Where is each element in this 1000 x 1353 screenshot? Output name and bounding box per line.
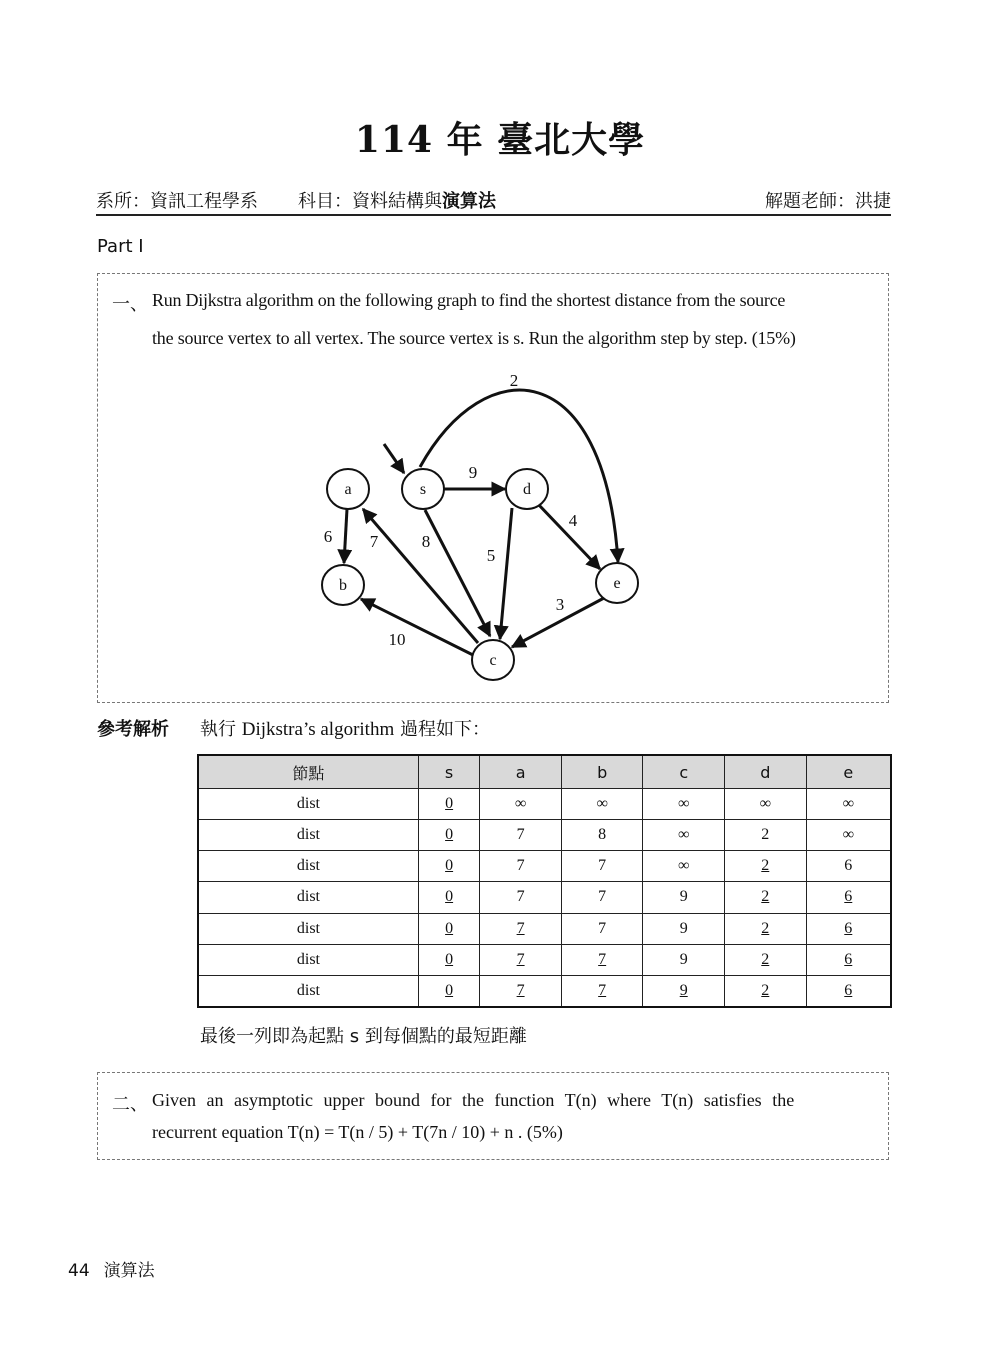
dist-cell: 2 — [725, 820, 807, 851]
dist-cell: ∞ — [725, 789, 807, 820]
edge-weight-label: 4 — [568, 511, 578, 530]
edge-a-b — [344, 509, 347, 563]
node-label: s — [419, 481, 427, 498]
dist-cell: 7 — [480, 975, 562, 1007]
dist-cell: 0 — [418, 975, 479, 1007]
dist-cell: 7 — [480, 944, 562, 975]
header-cell-c: c — [643, 755, 725, 789]
question-1-line-2: the source vertex to all vertex. The source vertex is s. Run the algorithm step by step. (15%) — [152, 328, 796, 348]
teacher-label: 解題老師：洪捷 — [765, 191, 891, 212]
page-number: 44 — [68, 1261, 90, 1281]
dist-cell: ∞ — [480, 789, 562, 820]
page-title: 114 年 臺北大學 — [354, 119, 646, 161]
dist-cell: 9 — [643, 913, 725, 944]
row-label-cell: dist — [198, 975, 418, 1007]
question-2-box — [97, 1072, 889, 1160]
dijkstra-table — [197, 754, 892, 1008]
answer-intro-prefix: 執行 — [200, 719, 242, 740]
edge-weight-label: 2 — [509, 371, 519, 390]
subject-bold: 演算法 — [442, 191, 496, 212]
edge-weight-label: 8 — [421, 532, 431, 551]
subject-label — [298, 187, 496, 213]
header-cell-b: b — [561, 755, 643, 789]
dist-cell: 7 — [480, 851, 562, 882]
table-row — [198, 882, 891, 913]
edge-weight-label: 7 — [369, 532, 379, 551]
dist-cell: 9 — [643, 944, 725, 975]
table-row — [198, 789, 891, 820]
dist-cell: 7 — [561, 944, 643, 975]
table-body — [198, 789, 891, 1008]
question-1-number: 一、 — [112, 294, 148, 315]
edge-weight-label: 10 — [388, 630, 406, 649]
row-label-cell: dist — [198, 851, 418, 882]
dist-cell: ∞ — [561, 789, 643, 820]
row-label-cell: dist — [198, 913, 418, 944]
header-cell-s: s — [418, 755, 479, 789]
node-label: a — [344, 481, 352, 498]
node-label: d — [523, 481, 531, 498]
table-row — [198, 944, 891, 975]
dist-cell: 6 — [806, 882, 891, 913]
dist-cell: 7 — [480, 913, 562, 944]
dist-cell: 2 — [725, 882, 807, 913]
table-row — [198, 913, 891, 944]
conclusion-text: 最後一列即為起點 s 到每個點的最短距離 — [200, 1026, 527, 1047]
edge-weight-label: 9 — [468, 463, 478, 482]
dist-cell: ∞ — [806, 820, 891, 851]
dist-cell: ∞ — [643, 851, 725, 882]
dist-cell: 0 — [418, 820, 479, 851]
dist-cell: 7 — [561, 882, 643, 913]
answer-intro-algorithm: Dijkstra’s algorithm — [241, 719, 395, 740]
dist-cell: 6 — [806, 975, 891, 1007]
dist-cell: 0 — [418, 944, 479, 975]
header-cell-a: a — [480, 755, 562, 789]
row-label-cell: dist — [198, 820, 418, 851]
dist-cell: 2 — [725, 851, 807, 882]
table-row — [198, 820, 891, 851]
dist-cell: 2 — [725, 975, 807, 1007]
row-label-cell: dist — [198, 882, 418, 913]
book-title: 演算法 — [103, 1261, 155, 1281]
dist-cell: ∞ — [643, 789, 725, 820]
question-2-line-1: Given an asymptotic upper bound for the function T(n) where T(n) satisfies the — [152, 1090, 795, 1110]
dist-cell: 8 — [561, 820, 643, 851]
node-label: c — [489, 652, 497, 669]
edge-d-c — [500, 508, 512, 639]
table-row — [198, 851, 891, 882]
dist-cell: 7 — [561, 975, 643, 1007]
part-label: Part I — [97, 236, 144, 257]
source-pointer-arrow — [384, 444, 404, 473]
table-row — [198, 975, 891, 1007]
dist-cell: 7 — [561, 913, 643, 944]
dist-cell: 6 — [806, 851, 891, 882]
dist-cell: 7 — [480, 820, 562, 851]
department-label: 系所：資訊工程學系 — [96, 191, 258, 212]
row-label-cell: dist — [198, 944, 418, 975]
node-label: b — [339, 577, 347, 594]
dist-cell: 2 — [725, 913, 807, 944]
dist-cell: 9 — [643, 975, 725, 1007]
dist-cell: 7 — [561, 851, 643, 882]
dist-cell: 2 — [725, 944, 807, 975]
edge-c-a — [363, 509, 478, 643]
table-header-row — [198, 755, 891, 789]
question-2-line-2: recurrent equation T(n) = T(n / 5) + T(7n / 10) + n . (5%) — [152, 1122, 563, 1142]
question-1-line-1: Run Dijkstra algorithm on the following graph to find the shortest distance from the source — [152, 290, 786, 310]
page-footer — [68, 1256, 155, 1281]
edge-c-b — [361, 599, 473, 655]
dist-cell: 6 — [806, 913, 891, 944]
answer-label: 參考解析 — [97, 719, 169, 740]
answer-intro — [200, 715, 490, 741]
edge-weight-label: 6 — [323, 527, 333, 546]
header-cell-e: e — [806, 755, 891, 789]
edge-weight-label: 5 — [486, 546, 496, 565]
node-label: e — [613, 575, 621, 592]
exam-info-bar — [96, 184, 891, 216]
dist-cell: 0 — [418, 789, 479, 820]
answer-intro-suffix: 過程如下： — [394, 719, 490, 740]
dist-cell: ∞ — [643, 820, 725, 851]
row-label-cell: dist — [198, 789, 418, 820]
dist-cell: 0 — [418, 851, 479, 882]
dist-cell: 9 — [643, 882, 725, 913]
header-cell-d: d — [725, 755, 807, 789]
header-cell-node: 節點 — [198, 755, 418, 789]
directed-graph — [300, 360, 660, 690]
dist-cell: 0 — [418, 913, 479, 944]
dist-cell: 7 — [480, 882, 562, 913]
subject-prefix: 科目：資料結構與 — [298, 191, 442, 212]
dist-cell: 0 — [418, 882, 479, 913]
dist-cell: 6 — [806, 944, 891, 975]
edge-weight-label: 3 — [555, 595, 565, 614]
dist-cell: ∞ — [806, 789, 891, 820]
question-2-number: 二、 — [112, 1094, 148, 1115]
